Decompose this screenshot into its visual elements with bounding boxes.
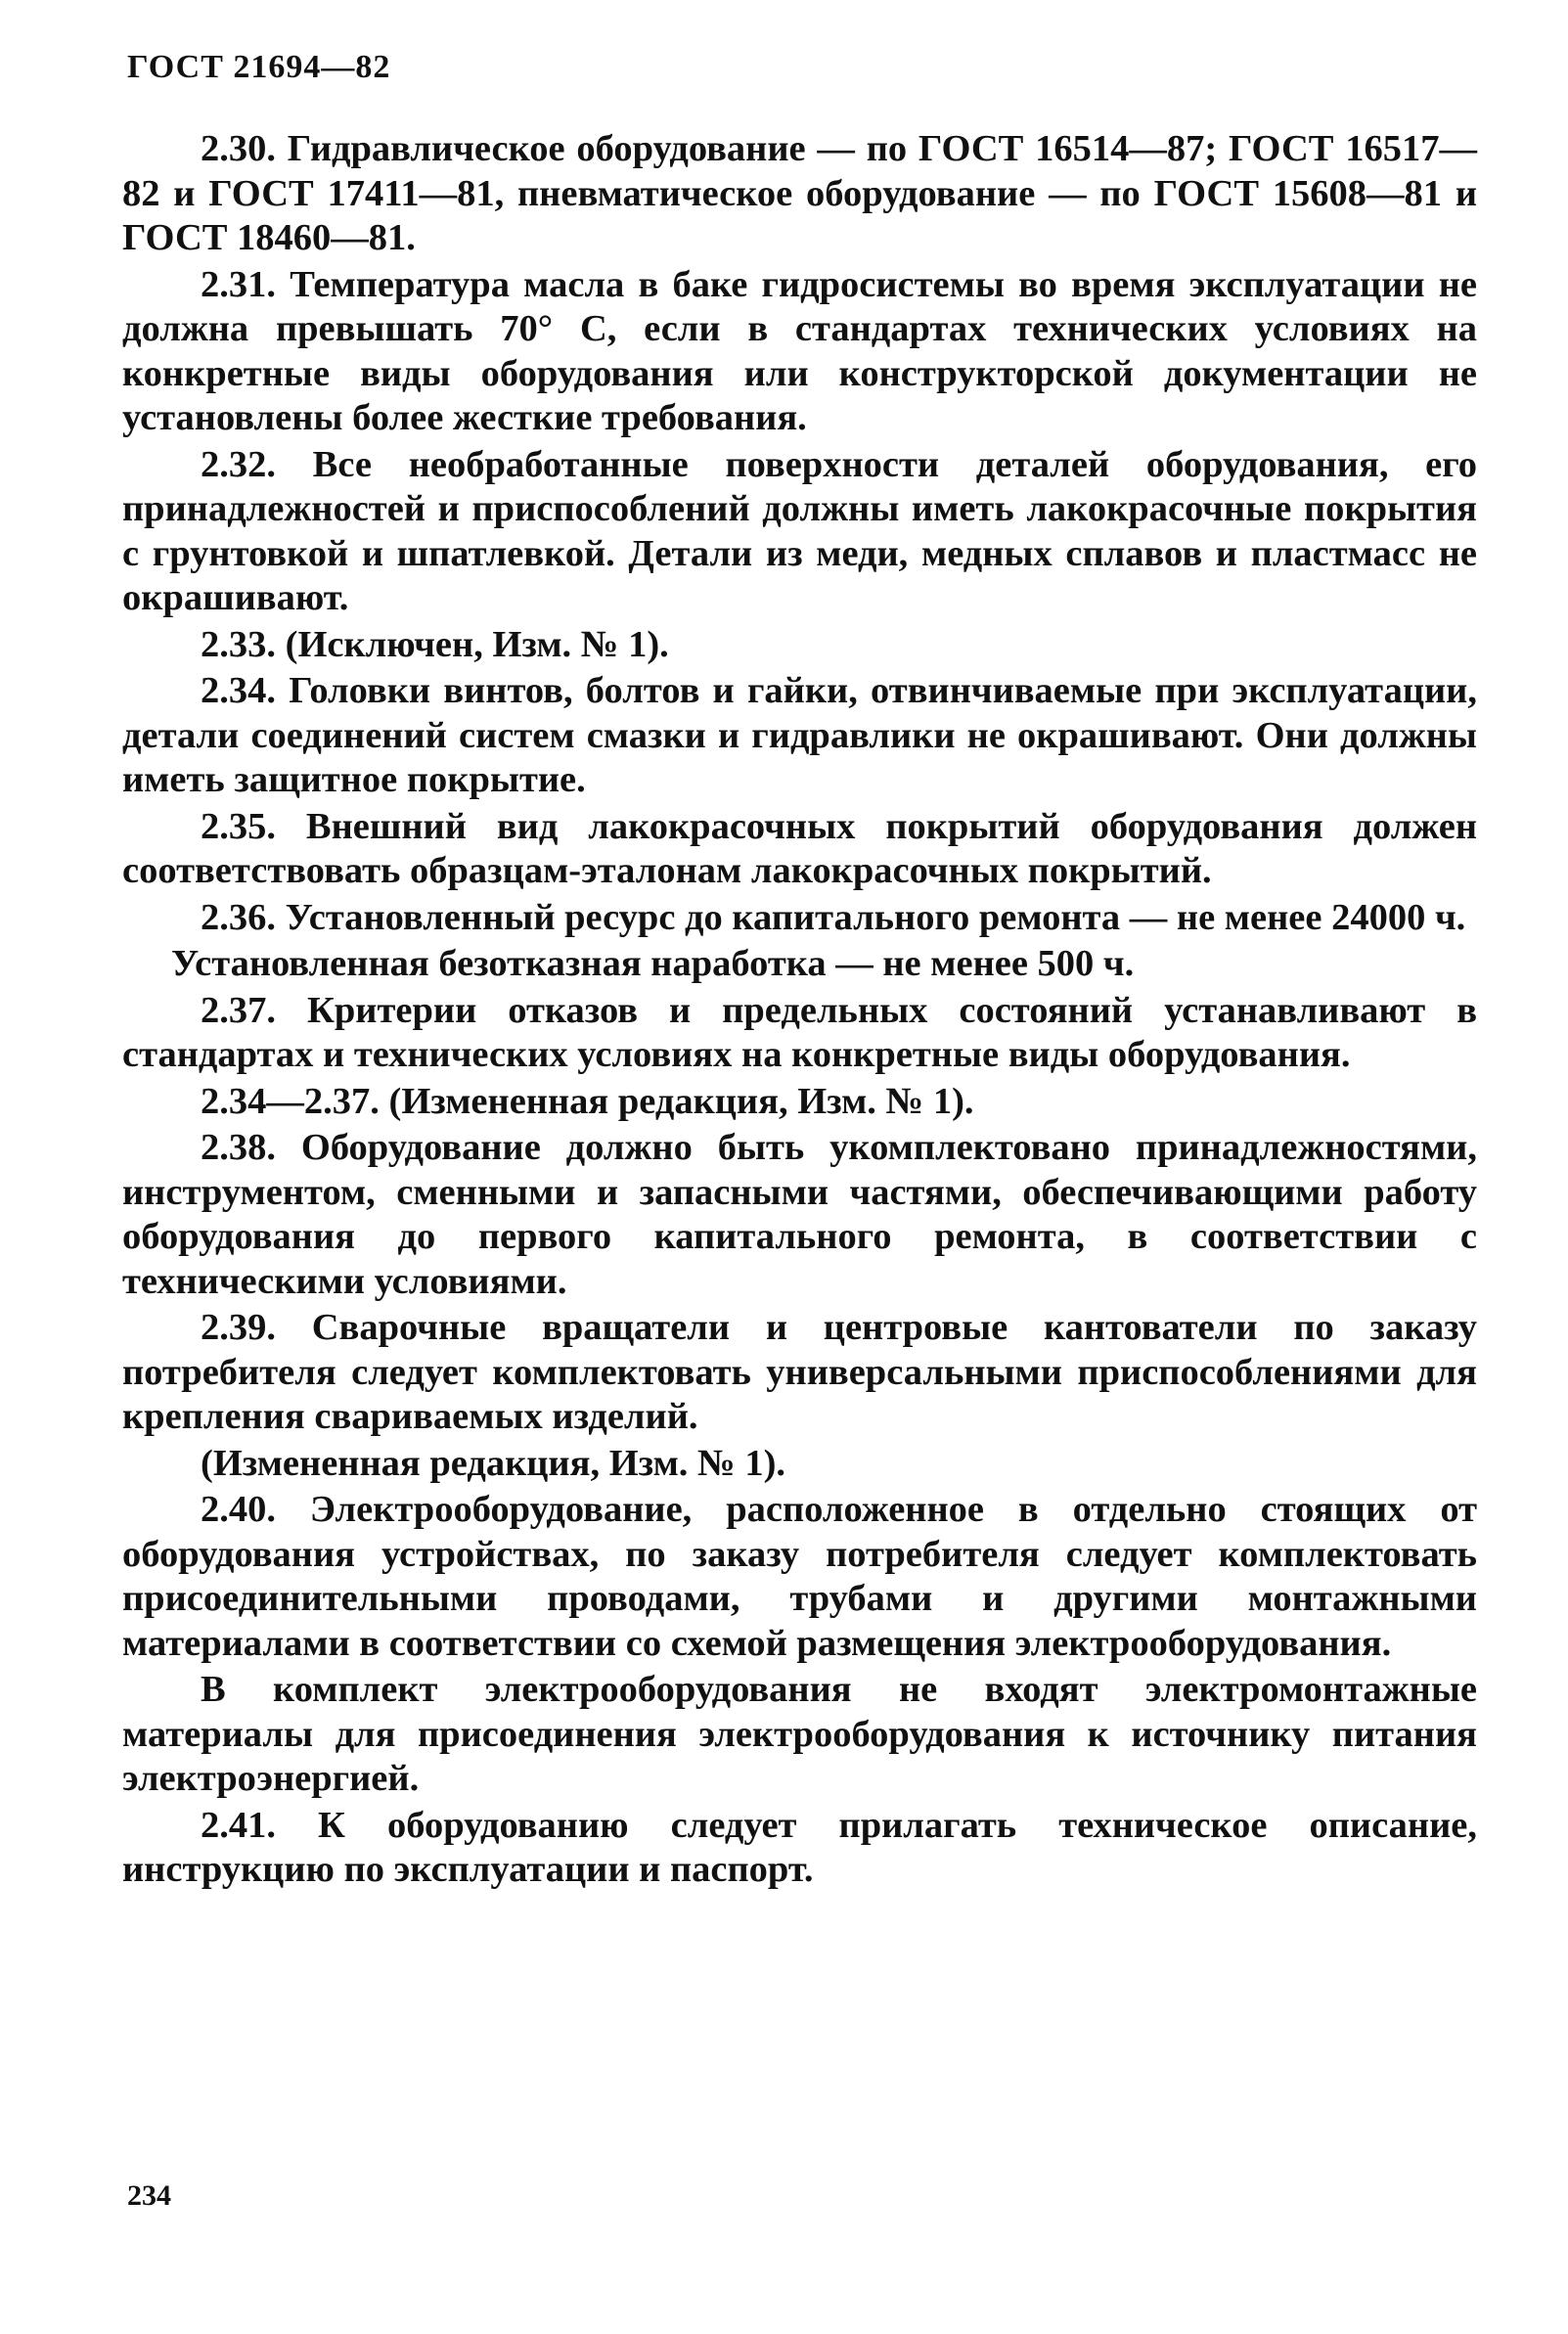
paragraph-2-34: 2.34. Головки винтов, болтов и гайки, отвинчиваемые при эксплуатации, детали соединений систем смазки и гидравлики не окрашивают. Они должны иметь защитное покрытие.: [122, 670, 1477, 800]
amendment-note-2-39: (Измененная редакция, Изм. № 1).: [201, 1442, 786, 1484]
paragraph-2-38: 2.38. Оборудование должно быть укомплектовано принадлежностями, инструментом, сменными и запасными частями, обеспечивающими работу оборудования до первого капитального ремонта, в соответствии с техническими условиями.: [122, 1127, 1477, 1302]
paragraph-2-40-note: В комплект электрооборудования не входят электромонтажные материалы для присоединения электрооборудования к источнику питания электроэнергией.: [122, 1669, 1477, 1799]
paragraph-2-39: 2.39. Сварочные вращатели и центровые кантователи по заказу потребителя следует комплектовать универсальными приспособлениями для крепления свариваемых изделий.: [122, 1307, 1477, 1437]
paragraph-2-40: 2.40. Электрооборудование, расположенное в отдельно стоящих от оборудования устройствах, по заказу потребителя следует комплектовать присоединительными проводами, трубами и другими монтажными материалами в соответствии со схемой размещения электрооборудования.: [122, 1489, 1477, 1664]
standard-header: ГОСТ 21694—82: [127, 49, 391, 85]
paragraph-2-41: 2.41. К оборудованию следует прилагать техническое описание, инструкцию по эксплуатации и паспорт.: [122, 1804, 1477, 1890]
paragraph-2-31: 2.31. Температура масла в баке гидросистемы во время эксплуатации не должна превышать 70° С, если в стандартах технических условиях на конкретные виды оборудования или конструкторской документации не установлены более жесткие требования.: [122, 263, 1477, 438]
paragraph-2-33: 2.33. (Исключен, Изм. № 1).: [201, 623, 669, 665]
paragraph-2-30: 2.30. Гидравлическое оборудование — по ГОСТ 16514—87; ГОСТ 16517—82 и ГОСТ 17411—81, пневматическое оборудование — по ГОСТ 15608—81 и ГОСТ 18460—81.: [122, 128, 1477, 258]
amendment-note-2-34-2-37: 2.34—2.37. (Измененная редакция, Изм. № 1).: [201, 1080, 974, 1122]
paragraph-2-36: 2.36. Установленный ресурс до капитального ремонта — не менее 24000 ч.: [201, 896, 1466, 938]
page-number: 234: [127, 2179, 171, 2212]
paragraph-2-35: 2.35. Внешний вид лакокрасочных покрытий оборудования должен соответствовать образцам-эталонам лакокрасочных покрытий.: [122, 805, 1477, 891]
paragraph-2-37: 2.37. Критерии отказов и предельных состояний устанавливают в стандартах и технических условиях на конкретные виды оборудования.: [122, 989, 1477, 1075]
document-body: [122, 127, 1477, 1895]
paragraph-2-32: 2.32. Все необработанные поверхности деталей оборудования, его принадлежностей и приспособлений должны иметь лакокрасочные покрытия с грунтовкой и шпатлевкой. Детали из меди, медных сплавов и пластмасс не окрашивают.: [122, 443, 1477, 618]
paragraph-2-36-note: Установленная безотказная наработка — не менее 500 ч.: [171, 943, 1135, 984]
